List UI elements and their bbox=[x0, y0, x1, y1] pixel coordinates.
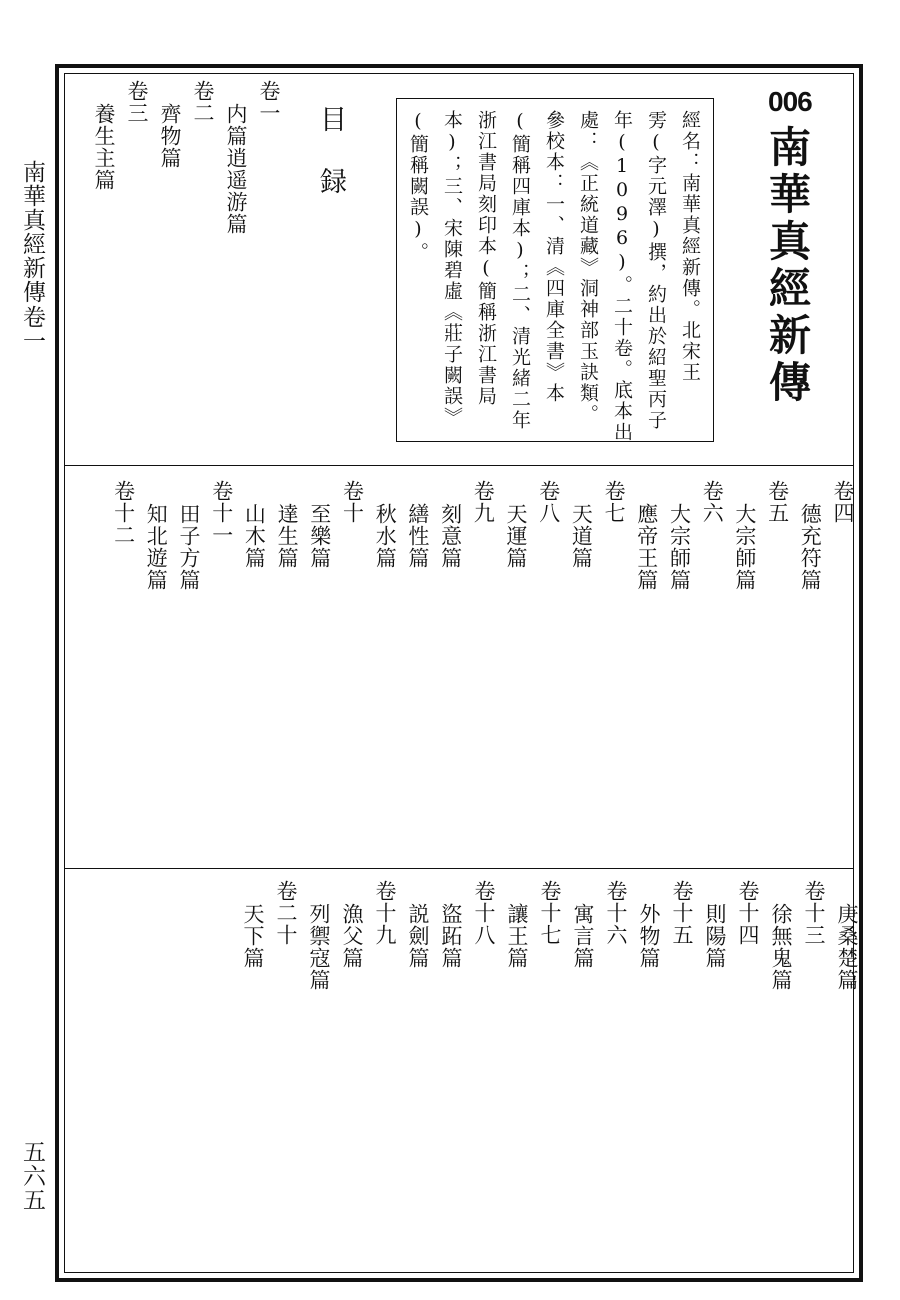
toc-juan-label: 卷八 bbox=[536, 480, 561, 524]
running-head-title: 南華真經新傳 bbox=[19, 160, 45, 304]
toc-juan-label: 卷三 bbox=[125, 80, 149, 124]
toc-chapter-title: 漁父篇 bbox=[340, 903, 364, 969]
toc-chapter-title: 説劍篇 bbox=[406, 903, 430, 969]
toc-chapter-title: 大宗師篇 bbox=[732, 503, 757, 591]
toc-juan-label: 卷十一 bbox=[209, 480, 234, 546]
toc-chapter-title: 列禦寇篇 bbox=[307, 903, 331, 991]
catalog-note-line: 本)；三、宋陳碧虛《莊子闕誤》 bbox=[441, 110, 463, 428]
toc-juan-label: 卷十六 bbox=[604, 880, 628, 946]
toc-chapter-title: 外物篇 bbox=[637, 903, 661, 969]
toc-chapter-title: 齊物篇 bbox=[158, 103, 182, 169]
toc-juan-label: 卷十三 bbox=[802, 880, 826, 946]
work-number: 006 bbox=[768, 86, 812, 117]
toc-chapter-title: 繕性篇 bbox=[405, 503, 430, 569]
toc-chapter-title: 天道篇 bbox=[569, 503, 594, 569]
toc-juan-label: 卷十五 bbox=[670, 880, 694, 946]
toc-chapter-title: 大宗師篇 bbox=[667, 503, 692, 591]
catalog-note-line: 參校本：一、清《四庫全書》本 bbox=[543, 110, 565, 404]
toc-chapter-title: 天運篇 bbox=[504, 503, 528, 569]
toc-juan-label: 卷十四 bbox=[736, 880, 760, 946]
catalog-note-line: 浙江書局刻印本(簡稱浙江書局 bbox=[475, 110, 497, 407]
toc-juan-label: 卷五 bbox=[765, 480, 790, 524]
page-number: 五六五 bbox=[19, 1140, 45, 1212]
catalog-note-line: 經名：南華真經新傳。北宋王 bbox=[679, 110, 701, 383]
catalog-note-line: 處：《正統道藏》洞神部玉訣類。 bbox=[577, 110, 599, 425]
toc-chapter-title: 田子方篇 bbox=[177, 503, 201, 591]
work-title: 南華真經新傳 bbox=[763, 125, 812, 407]
toc-chapter-title: 至樂篇 bbox=[307, 503, 332, 569]
toc-juan-label: 卷二 bbox=[191, 80, 215, 124]
running-head-juan: 卷一 bbox=[19, 305, 45, 353]
toc-chapter-title: 讓王篇 bbox=[505, 903, 529, 969]
toc-chapter-title: 刻意篇 bbox=[438, 503, 463, 569]
toc-chapter-title: 德充符篇 bbox=[798, 503, 823, 591]
toc-chapter-title: 内篇逍遥游篇 bbox=[224, 103, 248, 235]
catalog-note-line: 年(1096)。二十卷。底本出 bbox=[611, 110, 633, 443]
toc-chapter-title: 盜跖篇 bbox=[439, 903, 463, 969]
toc-chapter-title: 天下篇 bbox=[241, 903, 265, 969]
toc-juan-label: 卷十九 bbox=[373, 880, 397, 946]
toc-chapter-title: 秋水篇 bbox=[373, 503, 398, 569]
toc-chapter-title: 山木篇 bbox=[242, 503, 267, 569]
toc-juan-label: 卷十七 bbox=[538, 880, 562, 946]
toc-chapter-title: 應帝王篇 bbox=[634, 503, 659, 591]
toc-chapter-title: 寓言篇 bbox=[571, 903, 595, 969]
toc-juan-label: 卷九 bbox=[471, 480, 496, 524]
toc-juan-label: 卷二十 bbox=[274, 880, 298, 946]
toc-chapter-title: 徐無鬼篇 bbox=[769, 903, 793, 991]
toc-chapter-title: 養生主篇 bbox=[92, 103, 116, 191]
catalog-note-line: (簡稱四庫本)；二、清光緒二年 bbox=[509, 110, 531, 431]
section-divider-top bbox=[64, 465, 854, 466]
toc-juan-label: 卷四 bbox=[831, 480, 855, 524]
toc-juan-label: 卷六 bbox=[700, 480, 725, 524]
section-divider-bottom bbox=[64, 868, 854, 869]
toc-chapter-title: 則陽篇 bbox=[703, 903, 727, 969]
toc-chapter-title: 庚桑楚篇 bbox=[835, 903, 859, 991]
toc-juan-label: 卷十 bbox=[340, 480, 365, 524]
catalog-note-line: 雱(字元澤)撰，約出於紹聖丙子 bbox=[645, 110, 667, 431]
toc-chapter-title: 達生篇 bbox=[275, 503, 300, 569]
toc-juan-label: 卷七 bbox=[602, 480, 627, 524]
toc-heading: 目 録 bbox=[315, 105, 346, 198]
toc-chapter-title: 知北遊篇 bbox=[144, 503, 169, 591]
toc-juan-label: 卷一 bbox=[257, 80, 281, 124]
catalog-note-line: (簡稱闕誤)。 bbox=[407, 110, 429, 263]
toc-juan-label: 卷十八 bbox=[472, 880, 496, 946]
toc-juan-label: 卷十二 bbox=[111, 480, 136, 546]
